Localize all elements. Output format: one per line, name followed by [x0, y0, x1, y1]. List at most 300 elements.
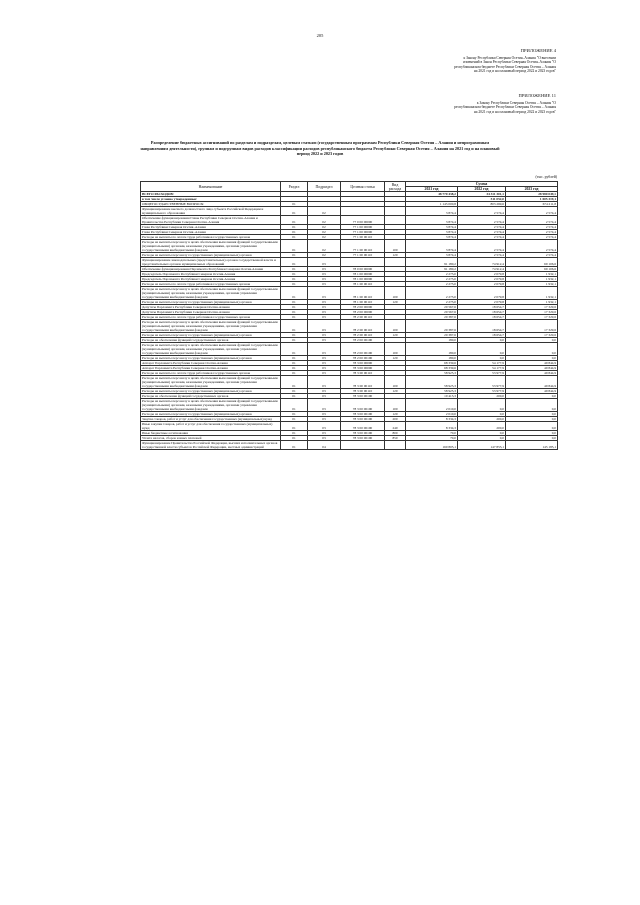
- row-section: 01: [281, 315, 308, 320]
- row-name: Расходы на выплаты персоналу в целях обеспечения выполнения функций государственными (муниципальными) органами, казенными учреждениями, органами управления государственными внебюджетными фондами: [141, 320, 281, 333]
- table-row: [141, 207, 558, 216]
- row-name: Расходы на выплаты персоналу государственных (муниципальных) органов: [141, 333, 281, 338]
- row-subsection: 03: [308, 422, 341, 431]
- appendix-line: на 2021 год и на плановый период 2022 и 2023 годов": [473, 109, 556, 114]
- row-section: 01: [281, 216, 308, 225]
- table-row: [141, 287, 558, 300]
- row-target: 78 3 00 00110: [341, 371, 385, 376]
- appendix-title-2: ПРИЛОЖЕНИЕ 11: [518, 93, 556, 98]
- row-value-2021: 180,0: [406, 356, 458, 361]
- row-expense-type: 120: [385, 300, 406, 305]
- row-name: Расходы на выплаты персоналу государственных (муниципальных) органов: [141, 356, 281, 361]
- row-value-2022: 2 079,8: [458, 300, 506, 305]
- row-section: 01: [281, 310, 308, 315]
- row-value-2021: 70,0: [406, 431, 458, 436]
- row-value-2023: 0,0: [506, 412, 558, 417]
- row-name: Расходы на выплаты персоналу в целях обеспечения выполнения функций государственными (муниципальными) органами, казенными учреждениями, органами управления государственными внебюджетными фондами: [141, 343, 281, 356]
- row-section: 01: [281, 389, 308, 394]
- row-section: 01: [281, 371, 308, 376]
- row-value-2022: 2 574,4: [458, 235, 506, 240]
- row-name: Депутаты Парламента Республики Северная Осетия-Алания: [141, 305, 281, 310]
- row-section: 01: [281, 225, 308, 230]
- row-subsection: 03: [308, 356, 341, 361]
- row-expense-type: 120: [385, 412, 406, 417]
- row-target: 78 3 00 00190: [341, 394, 385, 399]
- row-name: Расходы на выплаты персоналу государственных (муниципальных) органов: [141, 412, 281, 417]
- row-target: 78 2 00 00190: [341, 343, 385, 356]
- row-value-2022: 18 654,7: [458, 305, 506, 310]
- row-target: 78 3 00 00190: [341, 431, 385, 436]
- row-value-2022: 53 977,9: [458, 389, 506, 394]
- row-name: Иные бюджетные ассигнования: [141, 431, 281, 436]
- row-value-2022: 2 079,8: [458, 277, 506, 282]
- appendix-line: к Закону Республики Северная Осетия–Алания "О внесении: [463, 56, 556, 60]
- appendix-title-1: ПРИЛОЖЕНИЕ 4: [520, 48, 556, 53]
- row-section: 01: [281, 300, 308, 305]
- row-value-2023: 1 932,1: [506, 300, 558, 305]
- row-expense-type: [385, 258, 406, 267]
- row-value-2022: 54 177,9: [458, 361, 506, 366]
- row-subsection: 03: [308, 305, 341, 310]
- row-name: Расходы на выплаты персоналу в целях обеспечения выполнения функций государственными (муниципальными) органами, казенными учреждениями, органами управления государственными внебюджетными фондами: [141, 240, 281, 253]
- row-subsection: 03: [308, 277, 341, 282]
- row-name: Расходы на выплаты персоналу государственных (муниципальных) органов: [141, 253, 281, 258]
- row-value-2023: 49 844,9: [506, 361, 558, 366]
- row-value-2023: 17 329,6: [506, 315, 558, 320]
- row-expense-type: 100: [385, 320, 406, 333]
- row-subsection: 03: [308, 338, 341, 343]
- row-target: 78 1 00 00110: [341, 282, 385, 287]
- row-subsection: 03: [308, 282, 341, 287]
- row-subsection: 02: [308, 240, 341, 253]
- row-value-2021: 2 273,0: [406, 287, 458, 300]
- row-section: 01: [281, 366, 308, 371]
- row-section: 01: [281, 267, 308, 272]
- row-section: 01: [281, 258, 308, 267]
- row-value-2021: 20 567,6: [406, 310, 458, 315]
- row-section: 01: [281, 235, 308, 240]
- header-2021: 2021 год: [406, 187, 458, 192]
- row-value-2021: 91 180,2: [406, 258, 458, 267]
- row-target: 78 2 00 00000: [341, 310, 385, 315]
- row-subsection: 03: [308, 258, 341, 267]
- table-row: [141, 240, 558, 253]
- row-name: Иные закупки товаров, работ и услуг для обеспечения государственных (муниципальных) нужд: [141, 422, 281, 431]
- row-value-2022: 2 079,8: [458, 282, 506, 287]
- row-name: Аппарат Парламента Республики Северная Осетия-Алания: [141, 366, 281, 371]
- row-value-2022: 147 853,1: [458, 441, 506, 450]
- row-target: 77 1 00 00000: [341, 230, 385, 235]
- table-row: [141, 258, 558, 267]
- row-subsection: 03: [308, 376, 341, 389]
- row-name: Закупка товаров, работ и услуг для обеспечения государственных (муниципальных) нужд: [141, 417, 281, 422]
- row-subsection: 04: [308, 441, 341, 450]
- header-name: Наименование: [141, 182, 281, 192]
- row-value-2023: 145 185,1: [506, 441, 558, 450]
- row-subsection: 03: [308, 315, 341, 320]
- row-name: Уплата налогов, сборов и иных платежей: [141, 436, 281, 441]
- row-section: 01: [281, 272, 308, 277]
- appendix-line: изменений в Закон Республики Северная Осетия–Алания "О: [463, 60, 556, 65]
- row-value-2021: 91 180,2: [406, 267, 458, 272]
- page-number: 205: [316, 33, 324, 38]
- row-target: 77 1 00 00110: [341, 253, 385, 258]
- row-target: 78 3 00 00000: [341, 366, 385, 371]
- row-target: 77 1 00 00110: [341, 235, 385, 240]
- row-value-2021: 2 273,0: [406, 277, 458, 282]
- table-row: [141, 343, 558, 356]
- row-value-2022: 0,0: [458, 412, 506, 417]
- row-section: 01: [281, 394, 308, 399]
- row-value-2023: 17 329,6: [506, 333, 558, 338]
- row-value-2023: 69 106,6: [506, 258, 558, 267]
- row-subsection: 03: [308, 431, 341, 436]
- row-value-2021: 10 413,3: [406, 394, 458, 399]
- row-value-2022: 0,0: [458, 436, 506, 441]
- row-section: 01: [281, 356, 308, 361]
- row-subsection: 02: [308, 216, 341, 225]
- row-subsection: 03: [308, 272, 341, 277]
- row-target: 78 1 00 00000: [341, 272, 385, 277]
- row-value-2023: 1 932,1: [506, 282, 558, 287]
- row-value-2022: 2 574,4: [458, 230, 506, 235]
- row-subsection: 03: [308, 287, 341, 300]
- row-value-2022: 53 977,9: [458, 376, 506, 389]
- row-subsection: 02: [308, 230, 341, 235]
- row-expense-type: [385, 441, 406, 450]
- row-target: 78 0 00 00000: [341, 267, 385, 272]
- row-name: Расходы на выплаты персоналу государственных (муниципальных) органов: [141, 389, 281, 394]
- row-value-2022: 18 654,7: [458, 333, 506, 338]
- row-target: 78 2 00 00110: [341, 315, 385, 320]
- row-target: 77 0 00 00000: [341, 216, 385, 225]
- row-value-2021: 20 387,6: [406, 315, 458, 320]
- row-value-2023: 0,0: [506, 417, 558, 422]
- row-value-2023: 0,0: [506, 356, 558, 361]
- row-section: 01: [281, 412, 308, 417]
- header-expense-type: Вид расхода: [385, 182, 406, 192]
- row-value-2023: 17 329,6: [506, 320, 558, 333]
- row-value-2021: 68 339,6: [406, 366, 458, 371]
- header-sum: Сумма: [406, 182, 558, 187]
- row-value-2021: 2 273,0: [406, 272, 458, 277]
- row-value-2022: 511 052,0: [458, 197, 506, 202]
- row-value-2022: 0,0: [458, 338, 506, 343]
- row-value-2022: 2 574,4: [458, 216, 506, 225]
- row-name: Расходы на выплаты по оплате труда работников государственных органов: [141, 235, 281, 240]
- row-section: 01: [281, 282, 308, 287]
- row-section: 01: [281, 253, 308, 258]
- row-value-2021: 3 874,4: [406, 216, 458, 225]
- row-value-2021: 20 387,6: [406, 320, 458, 333]
- row-subsection: 03: [308, 333, 341, 338]
- row-section: 01: [281, 376, 308, 389]
- row-target: 78 2 00 00110: [341, 320, 385, 333]
- row-name: Расходы на выплаты по оплате труда работников государственных органов: [141, 315, 281, 320]
- row-expense-type: 100: [385, 287, 406, 300]
- header-2022: 2022 год: [458, 187, 506, 192]
- row-value-2023: 0,0: [506, 436, 558, 441]
- row-value-2021: 3 874,4: [406, 230, 458, 235]
- row-target: 78 1 00 00110: [341, 300, 385, 305]
- table-row: [141, 399, 558, 412]
- row-name: Расходы на выплаты по оплате труда работников государственных органов: [141, 282, 281, 287]
- row-section: 01: [281, 207, 308, 216]
- row-value-2022: 18 654,7: [458, 320, 506, 333]
- row-expense-type: 800: [385, 431, 406, 436]
- row-value-2021: 2 273,0: [406, 282, 458, 287]
- row-name: Расходы на выплаты персоналу государственных (муниципальных) органов: [141, 300, 281, 305]
- row-value-2023: 49 844,9: [506, 389, 558, 394]
- row-section: 01: [281, 230, 308, 235]
- row-value-2023: 0,0: [506, 422, 558, 431]
- row-value-2023: 0,0: [506, 399, 558, 412]
- row-subsection: 03: [308, 343, 341, 356]
- row-value-2023: 69 106,6: [506, 267, 558, 272]
- row-expense-type: 200: [385, 417, 406, 422]
- row-section: 01: [281, 431, 308, 436]
- row-value-2021: 1 145 000,8: [406, 202, 458, 207]
- row-expense-type: 120: [385, 333, 406, 338]
- row-subsection: 03: [308, 267, 341, 272]
- row-subsection: 03: [308, 300, 341, 305]
- row-target: 78 3 00 00190: [341, 399, 385, 412]
- row-value-2022: 34 311 301,1: [458, 192, 506, 197]
- row-value-2021: 8 334,3: [406, 417, 458, 422]
- row-name: ОБЩЕГОСУДАРСТВЕННЫЕ ВОПРОСЫ: [141, 202, 281, 207]
- row-value-2023: 0,0: [506, 338, 558, 343]
- row-value-2023: 2 574,4: [506, 230, 558, 235]
- row-value-2023: 1 005 319,1: [506, 197, 558, 202]
- table-body: [141, 192, 558, 450]
- row-value-2023: 2 574,4: [506, 235, 558, 240]
- row-section: 01: [281, 399, 308, 412]
- row-value-2023: 1 932,1: [506, 272, 558, 277]
- row-value-2022: 54 177,9: [458, 366, 506, 371]
- row-subsection: 03: [308, 417, 341, 422]
- row-target: 77 1 00 00000: [341, 225, 385, 230]
- row-expense-type: 120: [385, 356, 406, 361]
- row-value-2023: 17 329,6: [506, 310, 558, 315]
- row-value-2021: 8 334,3: [406, 422, 458, 431]
- row-value-2021: 3 874,4: [406, 207, 458, 216]
- row-expense-type: 100: [385, 240, 406, 253]
- table-row: [141, 376, 558, 389]
- row-value-2021: 180,0: [406, 343, 458, 356]
- row-section: 01: [281, 277, 308, 282]
- row-value-2021: 2 010,0: [406, 412, 458, 417]
- row-section: 01: [281, 202, 308, 207]
- row-section: 01: [281, 422, 308, 431]
- row-value-2023: 2 574,4: [506, 240, 558, 253]
- row-section: 01: [281, 417, 308, 422]
- row-expense-type: [385, 216, 406, 225]
- appendix-header-1: [356, 48, 556, 74]
- row-value-2022: 74 912,4: [458, 258, 506, 267]
- row-value-2022: 2 574,4: [458, 253, 506, 258]
- row-name: ВСЕГО РАСХОДОВ:: [141, 192, 281, 197]
- row-target: 78 2 00 00190: [341, 338, 385, 343]
- row-subsection: 03: [308, 320, 341, 333]
- row-value-2022: 18 654,7: [458, 310, 506, 315]
- row-value-2022: 0,0: [458, 399, 506, 412]
- row-name: Функционирование Правительства Российской Федерации, высших исполнительных органов государственной власти субъектов Российской Федерации, местных администраций: [141, 441, 281, 450]
- row-value-2021: 2 273,0: [406, 300, 458, 305]
- row-section: 01: [281, 343, 308, 356]
- row-value-2022: 200,0: [458, 417, 506, 422]
- row-expense-type: [385, 207, 406, 216]
- row-target: 78 3 00 00190: [341, 417, 385, 422]
- row-section: 01: [281, 287, 308, 300]
- row-target: 77 1 00 00110: [341, 240, 385, 253]
- row-section: 01: [281, 361, 308, 366]
- row-subsection: 03: [308, 389, 341, 394]
- row-subsection: 03: [308, 366, 341, 371]
- row-value-2021: 160 805,1: [406, 441, 458, 450]
- row-value-2023: 0,0: [506, 431, 558, 436]
- row-value-2023: 49 844,9: [506, 371, 558, 376]
- row-value-2021: 58 925,3: [406, 376, 458, 389]
- row-name: Расходы на обеспечение функций государственных органов: [141, 338, 281, 343]
- row-name: Расходы на обеспечение функций государственных органов: [141, 394, 281, 399]
- row-name: Глава Республики Северная Осетия–Алания: [141, 230, 281, 235]
- row-value-2021: 3 874,4: [406, 235, 458, 240]
- row-section: 01: [281, 338, 308, 343]
- row-subsection: 03: [308, 371, 341, 376]
- appendix-line: республиканском бюджете Республики Северная Осетия – Алания: [454, 64, 556, 69]
- row-value-2022: 18 654,7: [458, 315, 506, 320]
- row-value-2023: 0,0: [506, 394, 558, 399]
- row-name: Расходы на выплаты персоналу в целях обеспечения выполнения функций государственными (муниципальными) органами, казенными учреждениями, органами управления государственными внебюджетными фондами: [141, 376, 281, 389]
- row-expense-type: 120: [385, 253, 406, 258]
- row-subsection: 03: [308, 310, 341, 315]
- row-value-2021: 3 874,4: [406, 225, 458, 230]
- units-label: (тыс. рублей): [535, 175, 557, 179]
- row-value-2021: 3 874,4: [406, 253, 458, 258]
- row-subsection: 03: [308, 412, 341, 417]
- row-value-2023: 28 980 049,1: [506, 192, 558, 197]
- row-value-2022: 74 912,4: [458, 267, 506, 272]
- row-target: 78 3 00 00190: [341, 436, 385, 441]
- row-name: Функционирование законодательных (представительных) органов государственной власти и представительных органов муниципальных образований: [141, 258, 281, 267]
- row-value-2022: 2 574,4: [458, 207, 506, 216]
- row-value-2023: 674 211,8: [506, 202, 558, 207]
- row-expense-type: 850: [385, 436, 406, 441]
- row-target: 78 2 00 00190: [341, 356, 385, 361]
- header-subsection: Подраздел: [308, 182, 341, 192]
- row-value-2022: 0,0: [458, 356, 506, 361]
- row-name: Расходы на выплаты персоналу в целях обеспечения выполнения функций государственными (муниципальными) органами, казенными учреждениями, органами управления государственными внебюджетными фондами: [141, 399, 281, 412]
- row-section: 01: [281, 305, 308, 310]
- row-expense-type: 100: [385, 376, 406, 389]
- row-value-2021: 48 770 438,2: [406, 192, 458, 197]
- row-value-2021: 70,0: [406, 436, 458, 441]
- row-subsection: 02: [308, 235, 341, 240]
- row-target: 78 3 00 00110: [341, 389, 385, 394]
- row-value-2022: 200,0: [458, 422, 506, 431]
- row-section: 01: [281, 240, 308, 253]
- row-subsection: 03: [308, 399, 341, 412]
- table-row: [141, 320, 558, 333]
- row-value-2021: 58 925,3: [406, 371, 458, 376]
- row-target: [341, 441, 385, 450]
- row-value-2022: 53 977,9: [458, 371, 506, 376]
- header-2023: 2023 год: [506, 187, 558, 192]
- row-name: Глава Республики Северная Осетия–Алания: [141, 225, 281, 230]
- header-section: Раздел: [281, 182, 308, 192]
- row-subsection: 02: [308, 253, 341, 258]
- row-subsection: 03: [308, 436, 341, 441]
- appendix-line: республиканском бюджете Республики Северная Осетия – Алания: [454, 105, 556, 110]
- table-row: [141, 441, 558, 450]
- row-value-2022: 2 079,8: [458, 272, 506, 277]
- row-name: Председатель Парламента Республики Северная Осетия-Алания: [141, 272, 281, 277]
- row-value-2023: 2 574,4: [506, 225, 558, 230]
- row-value-2022: 0,0: [458, 343, 506, 356]
- row-target: 78 3 00 00190: [341, 412, 385, 417]
- row-target: [341, 258, 385, 267]
- row-name: Обеспечение функционирования Парламента Республики Северная Осетия-Алания: [141, 267, 281, 272]
- row-section: 01: [281, 436, 308, 441]
- row-subsection: 02: [308, 207, 341, 216]
- row-expense-type: 120: [385, 389, 406, 394]
- row-name: Аппарат Парламента Республики Северная Осетия-Алания: [141, 361, 281, 366]
- row-value-2022: 2 574,4: [458, 240, 506, 253]
- row-name: Депутаты Парламента Республики Северная Осетия-Алания: [141, 310, 281, 315]
- row-value-2021: 2 010,0: [406, 399, 458, 412]
- row-value-2021: 20 567,6: [406, 305, 458, 310]
- appendix-line: к Закону Республики Северная Осетия – Алания "О: [476, 101, 556, 105]
- row-name: Председатель Парламента Республики Северная Осетия-Алания: [141, 277, 281, 282]
- row-expense-type: 240: [385, 422, 406, 431]
- row-target: [341, 207, 385, 216]
- appendix-header-2: [356, 93, 556, 114]
- row-value-2023: 2 574,4: [506, 207, 558, 216]
- row-value-2023: 2 574,4: [506, 253, 558, 258]
- row-value-2022: 2 574,4: [458, 225, 506, 230]
- row-value-2023: 49 844,9: [506, 376, 558, 389]
- row-expense-type: 100: [385, 399, 406, 412]
- row-expense-type: 100: [385, 343, 406, 356]
- row-name: в том числе условно утвержденные:: [141, 197, 281, 202]
- table-row: [141, 422, 558, 431]
- row-subsection: 02: [308, 225, 341, 230]
- row-name: Расходы на выплаты по оплате труда работников государственных органов: [141, 371, 281, 376]
- row-value-2023: 17 329,6: [506, 305, 558, 310]
- row-value-2023: 1 932,1: [506, 277, 558, 282]
- row-target: 78 3 00 00110: [341, 376, 385, 389]
- row-value-2023: 2 574,4: [506, 216, 558, 225]
- row-value-2021: 20 387,6: [406, 333, 458, 338]
- row-target: 78 3 00 00190: [341, 422, 385, 431]
- row-value-2022: 2 079,8: [458, 287, 506, 300]
- row-subsection: 03: [308, 361, 341, 366]
- row-value-2022: 0,0: [458, 431, 506, 436]
- row-name: Расходы на выплаты персоналу в целях обеспечения выполнения функций государственными (муниципальными) органами, казенными учреждениями, органами управления государственными внебюджетными фондами: [141, 287, 281, 300]
- table-row: [141, 216, 558, 225]
- row-section: 01: [281, 441, 308, 450]
- row-value-2021: 68 339,6: [406, 361, 458, 366]
- row-target: 78 1 00 00000: [341, 277, 385, 282]
- header-target: Целевая статья: [341, 182, 385, 192]
- row-subsection: 03: [308, 394, 341, 399]
- row-value-2021: 3 874,4: [406, 240, 458, 253]
- appendix-line: на 2021 год и на плановый период 2022 и 2023 годов": [473, 69, 556, 74]
- row-value-2023: 0,0: [506, 343, 558, 356]
- row-target: 78 2 00 00000: [341, 305, 385, 310]
- row-name: Функционирование высшего должностного лица субъекта Российской Федерации и муниципального образования: [141, 207, 281, 216]
- document-title: Распределение бюджетных ассигнований по разделам и подразделам, целевым статьям (государственным программам Республики Северная Осетия – Алания и непрограммным направлениям деятельности), группам и подгруппам видов расходов классификации расходов республиканского бюджета Республики Северная Осетия – Алания на 2021 год и на плановый период 2022 и 2023 годов: [140, 140, 500, 157]
